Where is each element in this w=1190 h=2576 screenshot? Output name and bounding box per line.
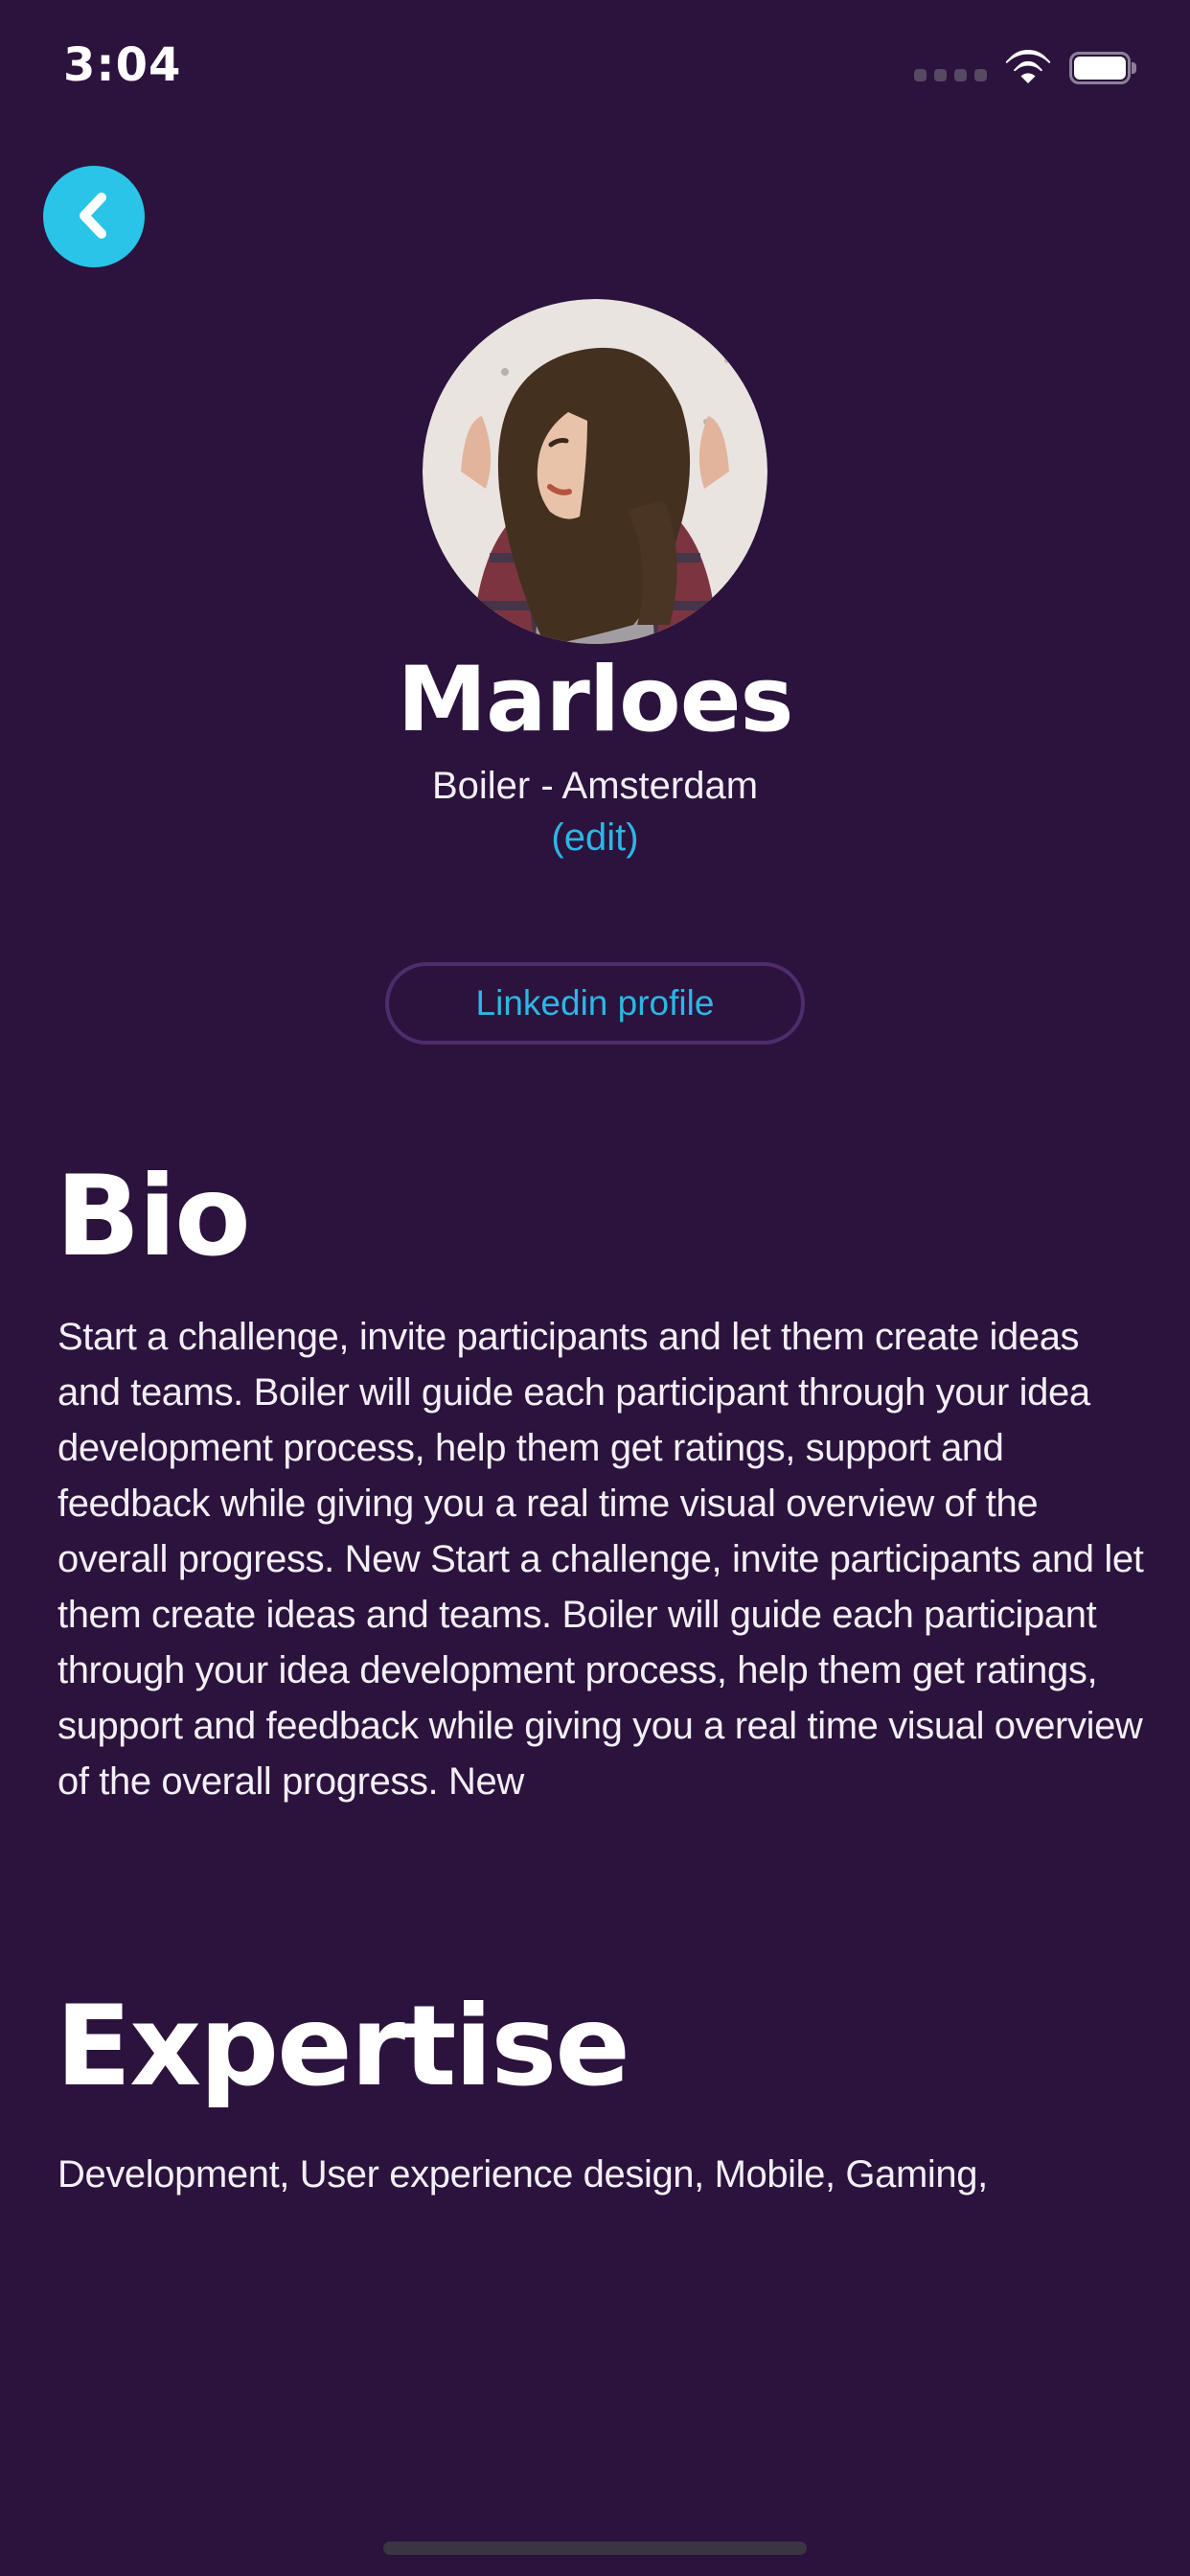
back-button[interactable] — [43, 166, 145, 267]
status-bar-time: 3:04 — [63, 38, 182, 92]
battery-icon — [1069, 52, 1136, 84]
bio-section-title: Bio — [56, 1152, 249, 1281]
linkedin-profile-button[interactable]: Linkedin profile — [385, 962, 805, 1045]
status-bar-icons — [914, 48, 1136, 86]
profile-name: Marloes — [397, 648, 793, 752]
cellular-signal-icon — [914, 69, 987, 81]
expertise-section-title: Expertise — [56, 1982, 629, 2111]
profile-subtitle: Boiler - Amsterdam — [431, 765, 759, 807]
edit-profile-link[interactable]: (edit) — [551, 816, 639, 859]
expertise-text: Development, User experience design, Mobile, Gaming, — [57, 2153, 988, 2196]
profile-avatar — [423, 299, 767, 644]
wifi-icon — [1002, 48, 1054, 86]
home-indicator[interactable] — [383, 2542, 807, 2555]
chevron-left-icon — [69, 188, 119, 246]
bio-text: Start a challenge, invite participants and let them create ideas and teams. Boiler will guide each participant through your idea development process, help them get ratings, support and feedback while giving you a real time visual overview of the overall progress. New Start a challenge, invite participants and let them create ideas and teams. Boiler will guide each participant through your idea development process, help them get ratings, support and feedback while giving you a real time visual overview of the overall progress. New — [57, 1316, 1144, 1803]
